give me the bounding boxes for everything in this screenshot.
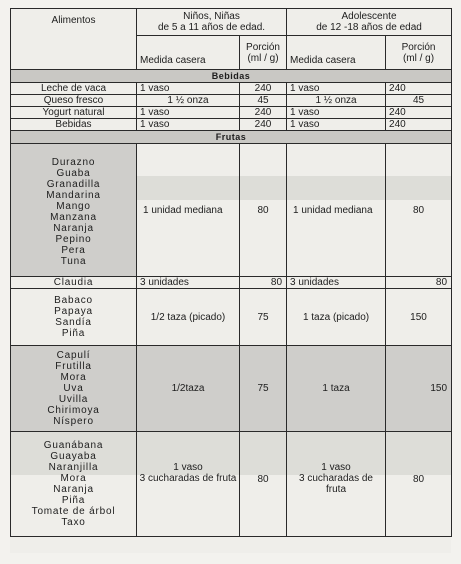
kids-portion: 80 <box>240 277 287 289</box>
teens-portion: 240 <box>386 107 452 119</box>
food-list-group-4 <box>11 432 137 537</box>
teens-portion: 80 <box>386 277 452 289</box>
kids-measure: 1 unidad mediana <box>137 144 240 277</box>
food-name: Naranjilla <box>48 462 99 473</box>
food-name: Naranja <box>53 484 94 495</box>
kids-measure: 1 vaso <box>137 83 240 95</box>
food-name: Mora <box>60 372 87 383</box>
food-name: Piña <box>61 495 86 506</box>
kids-subtitle: de 5 a 11 años de edad. <box>157 22 266 33</box>
food-name: Mandarina <box>46 190 101 201</box>
teens-measure: 1 vaso <box>287 83 386 95</box>
column-header-teens <box>287 9 452 36</box>
food-name: Queso fresco <box>11 95 137 107</box>
teens-portion: 80 <box>386 144 452 277</box>
food-name: Guayaba <box>50 451 97 462</box>
food-name: Guanábana <box>43 440 104 451</box>
kids-measure-line: 1 vaso <box>173 462 203 473</box>
table-row <box>11 432 452 537</box>
food-name: Manzana <box>50 212 97 223</box>
food-name: Bebidas <box>11 119 137 131</box>
food-name: Frutilla <box>55 361 92 372</box>
porcion-kids-label: Porción <box>246 41 280 53</box>
kids-measure: 1/2 taza (picado) <box>137 289 240 346</box>
table-row <box>11 346 452 432</box>
table-row <box>11 107 452 119</box>
food-name: Durazno <box>51 157 96 168</box>
teens-portion: 240 <box>386 119 452 131</box>
kids-measure <box>137 432 240 537</box>
teens-measure: 3 unidades <box>287 277 386 289</box>
porcion-teens-unit: (ml / g) <box>402 52 435 64</box>
table-row <box>11 277 452 289</box>
porcion-kids-unit: (ml / g) <box>247 52 279 64</box>
teens-title: Adolescente <box>341 11 397 22</box>
food-name: Capulí <box>56 350 91 361</box>
food-name: Pera <box>61 245 86 256</box>
column-header-alimentos <box>11 9 137 70</box>
teens-measure: 1 ½ onza <box>287 95 386 107</box>
food-name: Chirimoya <box>47 405 100 416</box>
teens-measure <box>287 432 386 537</box>
table-row <box>11 119 452 131</box>
kids-portion: 45 <box>240 95 287 107</box>
food-name: Uvilla <box>58 394 89 405</box>
food-name: Mango <box>56 201 91 212</box>
teens-portion: 80 <box>386 432 452 537</box>
kids-measure: 1/2taza <box>137 346 240 432</box>
food-list-group-1 <box>11 144 137 277</box>
section-header-frutas <box>11 131 452 144</box>
teens-measure: 1 taza (picado) <box>287 289 386 346</box>
kids-portion: 75 <box>240 289 287 346</box>
teens-portion: 150 <box>386 346 452 432</box>
kids-measure: 1 vaso <box>137 107 240 119</box>
kids-title: Niños, Niñas <box>183 11 240 22</box>
food-name: Taxo <box>61 517 86 528</box>
teens-subtitle: de 12 -18 años de edad <box>316 22 422 33</box>
food-name: Papaya <box>54 306 93 317</box>
frutas-label: Frutas <box>215 131 247 142</box>
food-name: Claudia <box>11 277 137 289</box>
subheader-porcion-teens <box>386 36 452 70</box>
kids-portion: 80 <box>240 144 287 277</box>
kids-measure: 1 ½ onza <box>137 95 240 107</box>
food-name: Yogurt natural <box>11 107 137 119</box>
subheader-medida-teens <box>287 36 386 70</box>
portion-table <box>10 8 452 537</box>
kids-measure: 1 vaso <box>137 119 240 131</box>
food-name: Tomate de árbol <box>31 506 116 517</box>
kids-portion: 240 <box>240 107 287 119</box>
food-name: Piña <box>61 328 86 339</box>
food-name: Guaba <box>56 168 91 179</box>
teens-measure: 1 unidad mediana <box>287 144 386 277</box>
table-row <box>11 95 452 107</box>
food-name: Babaco <box>54 295 93 306</box>
food-list-group-2 <box>11 289 137 346</box>
teens-measure: 1 taza <box>287 346 386 432</box>
bebidas-label: Bebidas <box>211 70 251 81</box>
table-row <box>11 83 452 95</box>
food-name: Granadilla <box>46 179 101 190</box>
food-name: Pepino <box>55 234 92 245</box>
table-row <box>11 289 452 346</box>
kids-measure-line: 3 cucharadas de fruta <box>139 473 237 484</box>
teens-measure-line: 1 vaso <box>321 462 351 473</box>
porcion-teens-label: Porción <box>401 41 436 53</box>
kids-portion: 75 <box>240 346 287 432</box>
medida-teens-label: Medida casera <box>290 55 356 66</box>
kids-portion: 80 <box>240 432 287 537</box>
table-row <box>11 144 452 277</box>
section-header-bebidas <box>11 70 452 83</box>
food-name: Tuna <box>60 256 87 267</box>
column-header-kids <box>137 9 287 36</box>
teens-portion: 240 <box>386 83 452 95</box>
teens-portion: 45 <box>386 95 452 107</box>
teens-portion: 150 <box>386 289 452 346</box>
alimentos-label: Alimentos <box>51 15 96 26</box>
food-name: Naranja <box>53 223 94 234</box>
subheader-medida-kids <box>137 36 240 70</box>
food-name: Níspero <box>53 416 94 427</box>
medida-kids-label: Medida casera <box>140 55 206 66</box>
kids-portion: 240 <box>240 119 287 131</box>
teens-measure: 1 vaso <box>287 107 386 119</box>
subheader-porcion-kids <box>240 36 287 70</box>
food-name: Uva <box>63 383 84 394</box>
kids-measure: 3 unidades <box>137 277 240 289</box>
teens-measure-line: 3 cucharadas de fruta <box>299 473 373 495</box>
teens-measure: 1 vaso <box>287 119 386 131</box>
food-name: Sandía <box>55 317 92 328</box>
food-name: Mora <box>60 473 87 484</box>
kids-portion: 240 <box>240 83 287 95</box>
food-list-group-3 <box>11 346 137 432</box>
food-name: Leche de vaca <box>11 83 137 95</box>
